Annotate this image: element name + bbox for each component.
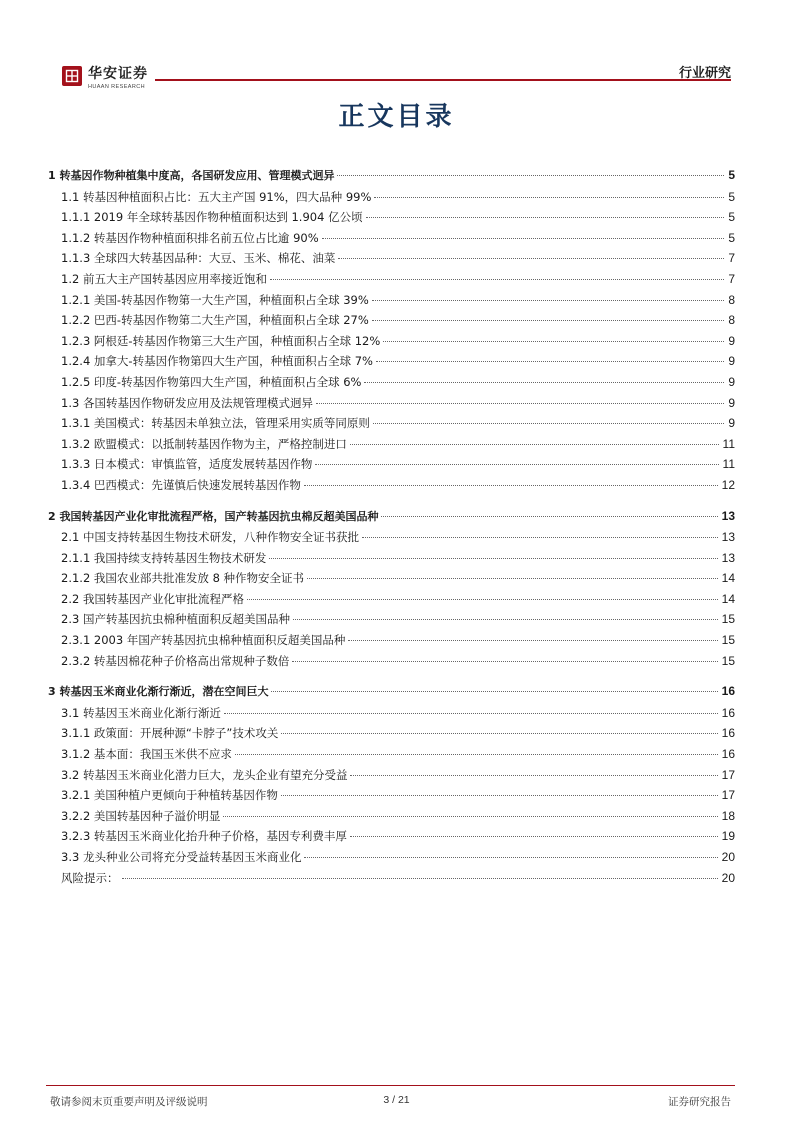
page-number: 3 / 21: [383, 1094, 410, 1106]
toc-dot-leader: [350, 775, 717, 776]
toc-entry[interactable]: [48, 703, 735, 724]
toc-dot-leader: [322, 238, 725, 239]
toc-entry-page: 17: [721, 788, 735, 803]
toc-entry[interactable]: [48, 351, 735, 372]
toc-entry-page: 19: [721, 829, 735, 844]
toc-entry[interactable]: [48, 681, 735, 703]
toc-entry-label: 1.3 各国转基因作物研发应用及法规管理模式迥异: [61, 395, 313, 410]
toc-entry-page: 7: [728, 271, 735, 286]
toc-entry-page: 14: [721, 591, 735, 606]
toc-entry-label: 1.3.4 巴西模式：先谨慎后快速发展转基因作物: [61, 477, 301, 492]
toc-entry-label: 1.1.2 转基因作物种植面积排名前五位占比逾 90%: [61, 230, 319, 245]
toc-entry-label: 1.3.2 欧盟模式：以抵制转基因作物为主，严格控制进口: [61, 436, 347, 451]
toc-dot-leader: [381, 516, 717, 517]
toc-dot-leader: [223, 816, 717, 817]
toc-entry-label: 1.2.2 巴西-转基因作物第二大生产国，种植面积占全球 27%: [61, 313, 369, 328]
toc-entry-page: 16: [721, 726, 735, 741]
toc-entry-page: 16: [721, 747, 735, 762]
toc-entry[interactable]: [48, 527, 735, 548]
toc-entry-page: 9: [728, 395, 735, 410]
toc-entry-label: 1.2.1 美国-转基因作物第一大生产国，种植面积占全球 39%: [61, 292, 369, 307]
toc-dot-leader: [373, 423, 724, 424]
toc-dot-leader: [281, 795, 718, 796]
toc-entry[interactable]: [48, 630, 735, 651]
toc-entry-label: 3.1.2 基本面：我国玉米供不应求: [61, 747, 232, 762]
toc-entry-label: 2.1 中国支持转基因生物技术研发，八种作物安全证书获批: [61, 530, 359, 545]
toc-entry[interactable]: [48, 331, 735, 352]
toc-entry-label: 3 转基因玉米商业化渐行渐近，潜在空间巨大: [48, 685, 269, 699]
toc-dot-leader: [366, 217, 725, 218]
toc-entry-page: 20: [721, 850, 735, 864]
toc-entry-label: 1.2 前五大主产国转基因应用率接近饱和: [61, 271, 267, 286]
toc-dot-leader: [350, 836, 718, 837]
toc-entry[interactable]: [48, 847, 735, 868]
toc-dot-leader: [122, 878, 718, 879]
report-category: 行业研究: [678, 66, 731, 81]
toc-entry-page: 15: [721, 633, 735, 648]
toc-dot-leader: [374, 197, 724, 198]
toc-entry-page: 8: [728, 292, 735, 307]
toc-entry-page: 9: [728, 333, 735, 348]
toc-entry[interactable]: [48, 248, 735, 269]
toc-entry-label: 1.2.5 印度-转基因作物第四大生产国，种植面积占全球 6%: [61, 374, 362, 389]
toc-entry-label: 1.1 转基因种植面积占比：五大主产国 91%，四大品种 99%: [61, 189, 372, 204]
toc-entry-page: 13: [721, 508, 735, 523]
brand-name: 华安证券: [88, 66, 148, 82]
toc-entry-label: 3.2.1 美国种植户更倾向于种植转基因作物: [61, 788, 278, 803]
toc-entry-label: 风险提示：: [61, 870, 119, 885]
toc-entry[interactable]: [48, 228, 735, 249]
toc-dot-leader: [270, 279, 724, 280]
toc-entry-page: 15: [721, 612, 735, 627]
toc-dot-leader: [348, 640, 717, 641]
brand-name-en: HUAAN RESEARCH: [88, 84, 145, 90]
toc-entry-page: 17: [721, 767, 735, 782]
table-of-contents: [48, 165, 735, 888]
brand-logo: [62, 66, 148, 90]
toc-dot-leader: [338, 258, 724, 259]
toc-entry-label: 1 转基因作物种植集中度高，各国研发应用、管理模式迥异: [48, 169, 335, 182]
toc-entry-page: 9: [728, 354, 735, 369]
toc-entry[interactable]: [48, 207, 735, 228]
footer-divider: [46, 1085, 735, 1086]
toc-entry[interactable]: [48, 454, 735, 475]
toc-entry-label: 1.2.3 阿根廷-转基因作物第三大生产国，种植面积占全球 12%: [61, 333, 381, 348]
toc-entry[interactable]: [48, 651, 735, 672]
toc-entry-page: 15: [721, 653, 735, 668]
toc-entry-label: 2.3.2 转基因棉花种子价格高出常规种子数倍: [61, 653, 290, 668]
toc-entry-label: 3.3 龙头种业公司将充分受益转基因玉米商业化: [61, 850, 302, 864]
toc-entry-page: 9: [728, 416, 735, 431]
toc-entry-label: 3.1.1 政策面：开展种源“卡脖子”技术攻关: [61, 726, 279, 741]
toc-entry-page: 18: [721, 808, 735, 823]
toc-dot-leader: [372, 300, 725, 301]
toc-entry-label: 3.1 转基因玉米商业化渐行渐近: [61, 705, 221, 720]
toc-dot-leader: [316, 403, 724, 404]
toc-entry-label: 3.2 转基因玉米商业化潜力巨大，龙头企业有望充分受益: [61, 767, 348, 782]
toc-dot-leader: [350, 444, 719, 445]
toc-dot-leader: [271, 691, 717, 692]
toc-entry[interactable]: [48, 413, 735, 434]
toc-entry-label: 1.1.1 2019 年全球转基因作物种植面积达到 1.904 亿公顷: [61, 210, 363, 225]
toc-dot-leader: [362, 537, 718, 538]
toc-entry-page: 5: [728, 168, 735, 182]
footer-report-type: 证券研究报告: [668, 1096, 731, 1108]
toc-entry[interactable]: [48, 187, 735, 208]
toc-entry-page: 11: [722, 457, 735, 472]
page-title: 正文目录: [338, 102, 455, 132]
toc-dot-leader: [304, 857, 717, 858]
toc-entry[interactable]: [48, 723, 735, 744]
toc-entry-label: 3.2.2 美国转基因种子溢价明显: [61, 808, 221, 823]
toc-entry-label: 2 我国转基因产业化审批流程严格，国产转基因抗虫棉反超美国品种: [48, 509, 379, 523]
toc-entry-page: 16: [721, 705, 735, 720]
toc-dot-leader: [292, 661, 717, 662]
toc-dot-leader: [376, 361, 724, 362]
toc-dot-leader: [364, 382, 724, 383]
toc-entry-label: 2.3 国产转基因抗虫棉种植面积反超美国品种: [61, 612, 290, 627]
toc-entry-page: 16: [721, 684, 735, 699]
toc-dot-leader: [293, 619, 718, 620]
brand-text: [88, 66, 148, 90]
toc-entry[interactable]: [48, 269, 735, 290]
toc-entry[interactable]: [48, 765, 735, 786]
toc-entry[interactable]: [48, 785, 735, 806]
toc-entry[interactable]: [48, 310, 735, 331]
toc-entry-label: 1.3.1 美国模式：转基因未单独立法，管理采用实质等同原则: [61, 416, 370, 431]
toc-entry-page: 5: [728, 210, 735, 225]
toc-entry[interactable]: [48, 434, 735, 455]
toc-dot-leader: [281, 733, 717, 734]
toc-entry-page: 5: [728, 189, 735, 204]
toc-entry-label: 1.2.4 加拿大-转基因作物第四大生产国，种植面积占全球 7%: [61, 354, 373, 369]
toc-entry[interactable]: [48, 506, 735, 528]
toc-entry-label: 2.1.1 我国持续支持转基因生物技术研发: [61, 550, 267, 565]
header-divider: [155, 79, 731, 81]
toc-entry[interactable]: [48, 744, 735, 765]
toc-dot-leader: [304, 485, 718, 486]
toc-entry-page: 20: [721, 870, 735, 885]
toc-entry[interactable]: [48, 826, 735, 847]
toc-entry[interactable]: [48, 475, 735, 496]
toc-entry[interactable]: [48, 393, 735, 414]
toc-entry-page: 11: [722, 436, 735, 451]
toc-entry-label: 2.2 我国转基因产业化审批流程严格: [61, 591, 244, 606]
toc-dot-leader: [337, 175, 724, 176]
toc-entry[interactable]: [48, 609, 735, 630]
toc-dot-leader: [247, 599, 718, 600]
toc-entry-label: 2.3.1 2003 年国产转基因抗虫棉种植面积反超美国品种: [61, 633, 346, 648]
footer-disclaimer: 敬请参阅末页重要声明及评级说明: [50, 1096, 208, 1108]
toc-dot-leader: [269, 558, 717, 559]
toc-entry-page: 9: [728, 374, 735, 389]
toc-entry-label: 1.3.3 日本模式：审慎监管，适度发展转基因作物: [61, 457, 313, 472]
toc-entry[interactable]: [48, 868, 735, 889]
toc-entry[interactable]: [48, 372, 735, 393]
toc-entry-page: 14: [721, 571, 735, 586]
toc-entry[interactable]: [48, 165, 735, 187]
toc-entry-page: 12: [721, 477, 735, 492]
toc-entry-page: 7: [728, 251, 735, 266]
toc-dot-leader: [235, 754, 718, 755]
toc-entry-page: 13: [721, 530, 735, 545]
toc-entry-label: 3.2.3 转基因玉米商业化抬升种子价格，基因专利费丰厚: [61, 829, 347, 844]
toc-entry[interactable]: [48, 290, 735, 311]
toc-entry[interactable]: [48, 589, 735, 610]
toc-entry[interactable]: [48, 806, 735, 827]
toc-entry-label: 2.1.2 我国农业部共批准发放 8 种作物安全证书: [61, 571, 305, 586]
toc-entry[interactable]: [48, 568, 735, 589]
toc-dot-leader: [315, 464, 718, 465]
toc-entry-page: 13: [721, 550, 735, 565]
toc-entry[interactable]: [48, 548, 735, 569]
toc-entry-page: 5: [728, 230, 735, 245]
toc-entry-page: 8: [728, 313, 735, 328]
brand-seal-icon: [62, 66, 82, 86]
toc-dot-leader: [383, 341, 724, 342]
toc-dot-leader: [224, 713, 718, 714]
toc-dot-leader: [307, 578, 718, 579]
toc-dot-leader: [372, 320, 725, 321]
toc-entry-label: 1.1.3 全球四大转基因品种：大豆、玉米、棉花、油菜: [61, 251, 336, 266]
